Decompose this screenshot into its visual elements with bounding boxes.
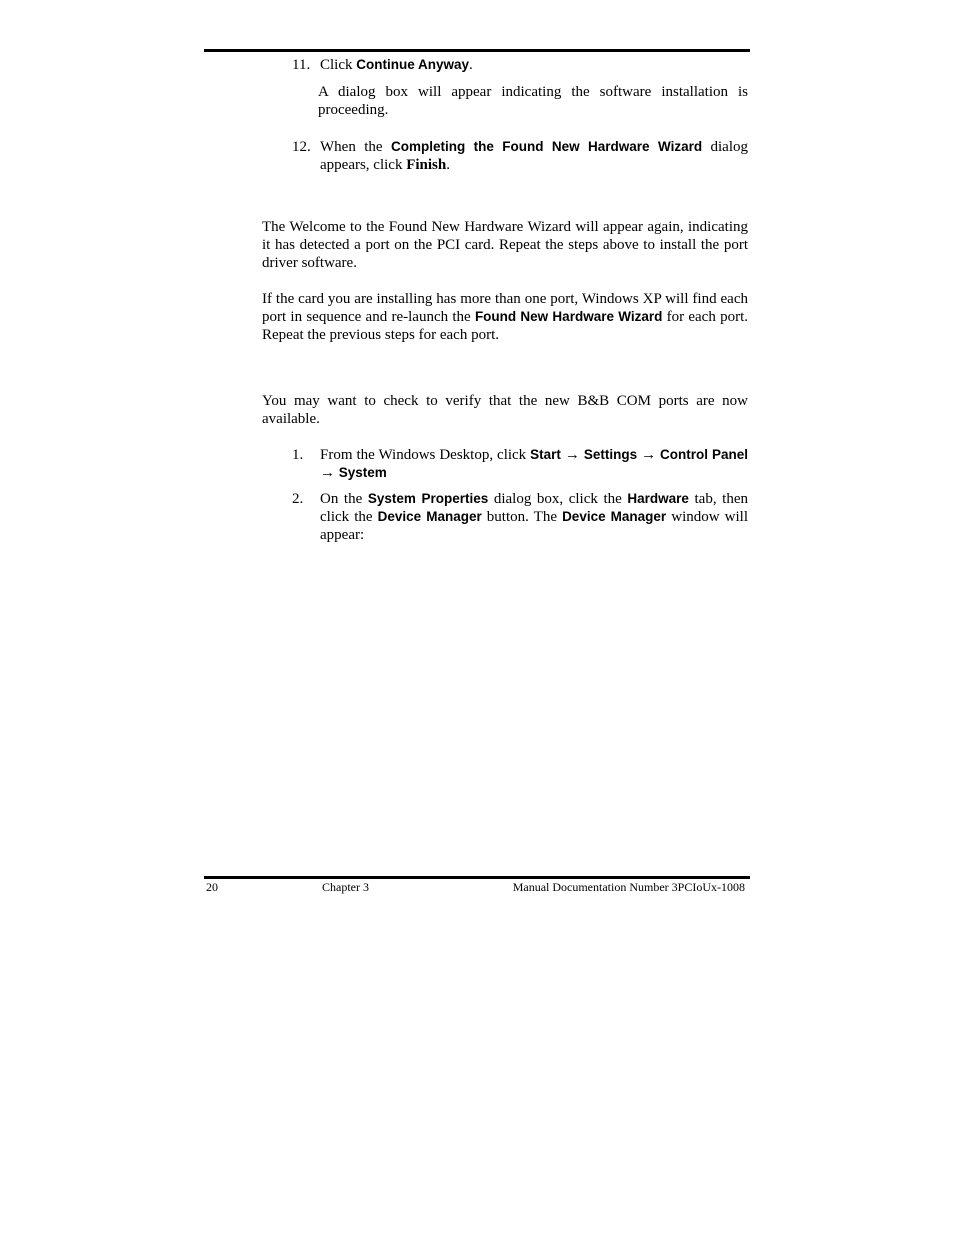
step-12-pre: When the — [320, 139, 391, 155]
hardware-tab-label: Hardware — [627, 491, 689, 506]
finish-label: Finish — [406, 157, 447, 173]
verify-step-1-pre: From the Windows Desktop, click — [320, 447, 531, 463]
arrow-icon: → — [560, 447, 584, 463]
paragraph-verify-ports: You may want to check to verify that the new B&B COM ports are now available. — [262, 393, 748, 427]
found-new-hardware-wizard-label: Found New Hardware Wizard — [474, 309, 663, 324]
start-label: Start — [530, 447, 561, 462]
verify-step-2-t4: button. The — [481, 509, 563, 525]
step-12-post: . — [446, 157, 450, 173]
system-properties-label: System Properties — [367, 491, 489, 506]
step-11-number: 11. — [292, 57, 311, 73]
device-manager-window-label: Device Manager — [562, 509, 667, 524]
device-manager-button-label: Device Manager — [377, 509, 482, 524]
step-11-note: A dialog box will appear indicating the software installation is proceeding. — [318, 84, 748, 118]
system-label: System — [338, 465, 387, 480]
step-12-mid: dialog appears, click — [320, 139, 749, 173]
verify-step-2-t3: tab, then click the — [320, 491, 748, 525]
arrow-icon: → — [320, 465, 339, 481]
paragraph-multiple-ports — [262, 290, 748, 344]
step-12-text — [320, 138, 748, 174]
verify-step-2-t5: window will appear: — [320, 509, 748, 543]
chapter-label: Chapter 3 — [322, 880, 369, 894]
footer-rule — [204, 876, 750, 879]
arrow-icon: → — [637, 447, 661, 463]
completing-wizard-label: Completing the Found New Hardware Wizard — [390, 139, 703, 154]
control-panel-label: Control Panel — [660, 447, 748, 462]
verify-step-1-number: 1. — [292, 447, 304, 463]
step-11-post: . — [469, 57, 473, 73]
page-number: 20 — [206, 880, 218, 894]
doc-number: Manual Documentation Number 3PCIoUx-1008 — [512, 880, 745, 894]
verify-step-2-text — [320, 490, 748, 544]
step-11-pre: Click — [320, 57, 357, 73]
settings-label: Settings — [583, 447, 638, 462]
para2-post: for each port. Repeat the previous steps for each port. — [262, 309, 748, 343]
continue-anyway-label: Continue Anyway — [356, 57, 470, 72]
verify-step-2-t1: On the — [320, 491, 368, 507]
verify-step-1-text — [320, 446, 748, 482]
header-rule — [204, 49, 750, 52]
step-11-text — [320, 56, 748, 74]
para2-pre: If the card you are installing has more than one port, Windows XP will find each port in sequence and re-launch the — [262, 291, 748, 325]
verify-step-2-number: 2. — [292, 491, 304, 507]
paragraph-welcome-again: The Welcome to the Found New Hardware Wizard will appear again, indicating it has detected a port on the PCI card. Repeat the steps above to install the port driver software. — [262, 219, 748, 271]
step-12-number: 12. — [292, 139, 311, 155]
verify-step-2-t2: dialog box, click the — [488, 491, 628, 507]
